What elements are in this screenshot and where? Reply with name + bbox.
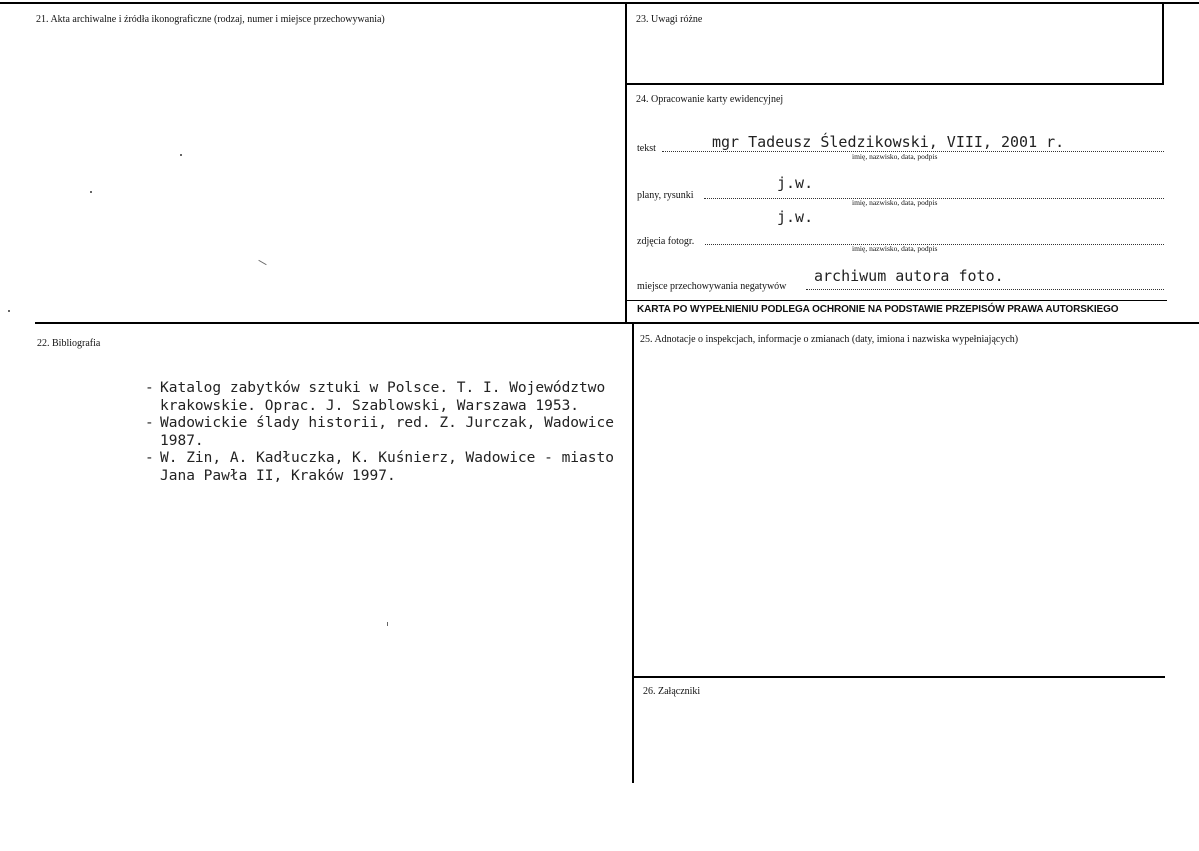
divider-23-24 <box>627 83 1164 85</box>
bibliography-list <box>145 380 615 485</box>
dotted-line <box>806 289 1164 290</box>
scan-speck <box>387 622 388 626</box>
notice-rule <box>627 300 1167 301</box>
section-25-label: 25. Adnotacje o inspekcjach, informacje o zmianach (daty, imiona i nazwiska wypełniających) <box>640 334 1019 345</box>
scan-speck <box>8 310 10 312</box>
row-label: miejsce przechowywania negatywów <box>637 281 787 292</box>
row-label: plany, rysunki <box>637 190 694 201</box>
row-value: j.w. <box>777 208 814 226</box>
list-dash: - <box>145 415 154 431</box>
top-border <box>0 2 1199 4</box>
section-21-label: 21. Akta archiwalne i źródła ikonograficzne (rodzaj, numer i miejsce przechowywania) <box>36 14 385 25</box>
row-label: tekst <box>637 143 656 154</box>
section-23-label: 23. Uwagi różne <box>636 14 703 25</box>
bibliography-item <box>145 380 615 415</box>
left-column-divider-lower <box>632 323 634 783</box>
bibliography-item <box>145 450 615 485</box>
left-column-divider <box>625 3 627 323</box>
right-edge-line <box>1162 3 1164 84</box>
row-caption: imię, nazwisko, data, podpis <box>852 198 938 207</box>
copyright-notice: KARTA PO WYPEŁNIENIU PODLEGA OCHRONIE NA PODSTAWIE PRZEPISÓW PRAWA AUTORSKIEGO <box>637 304 1119 315</box>
scan-speck <box>258 260 266 265</box>
section-24-label: 24. Opracowanie karty ewidencyjnej <box>636 94 784 105</box>
section-22-label: 22. Bibliografia <box>37 338 101 349</box>
row-caption: imię, nazwisko, data, podpis <box>852 244 938 253</box>
row-label: zdjęcia fotogr. <box>637 236 695 247</box>
list-dash: - <box>145 380 154 396</box>
divider-upper-lower <box>35 322 1199 324</box>
section-26-label: 26. Załączniki <box>643 686 701 697</box>
row-caption: imię, nazwisko, data, podpis <box>852 152 938 161</box>
scan-speck <box>180 154 182 156</box>
bibliography-text: W. Zin, A. Kadłuczka, K. Kuśnierz, Wadowice - miasto Jana Pawła II, Kraków 1997. <box>160 450 614 484</box>
bibliography-text: Wadowickie ślady historii, red. Z. Jurczak, Wadowice 1987. <box>160 415 614 449</box>
row-value: j.w. <box>777 174 814 192</box>
row-value: archiwum autora foto. <box>814 267 1004 285</box>
bibliography-item <box>145 415 615 450</box>
row-value: mgr Tadeusz Śledzikowski, VIII, 2001 r. <box>712 133 1065 151</box>
bibliography-text: Katalog zabytków sztuki w Polsce. T. I. Województwo krakowskie. Oprac. J. Szablowski, Warszawa 1953. <box>160 380 606 414</box>
divider-25-26 <box>633 676 1165 678</box>
scan-speck <box>90 191 92 193</box>
list-dash: - <box>145 450 154 466</box>
